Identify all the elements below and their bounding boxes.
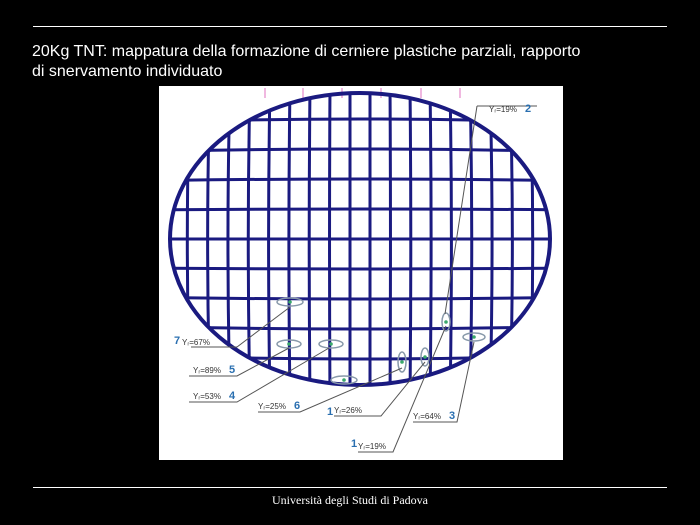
horizontal-stiffener bbox=[159, 119, 561, 122]
annotation-number: 7 bbox=[174, 335, 181, 347]
annotation-number: 1 bbox=[327, 406, 334, 418]
vertical-stiffener bbox=[309, 86, 310, 402]
annotation-6 bbox=[258, 400, 300, 412]
vertical-stiffener bbox=[510, 86, 512, 402]
annotation-number: 6 bbox=[294, 400, 301, 412]
annotation-7 bbox=[174, 335, 210, 347]
annotation-4 bbox=[193, 390, 236, 402]
hinge-dot bbox=[288, 300, 292, 304]
annotation-3 bbox=[413, 410, 455, 422]
annotation-number: 5 bbox=[229, 364, 236, 376]
vertical-stiffener bbox=[289, 86, 290, 402]
hinge-map-svg bbox=[159, 86, 563, 460]
annotation-2 bbox=[489, 103, 531, 115]
vertical-stiffener bbox=[208, 86, 210, 402]
annotation-ratio: Yᵣ=53% bbox=[193, 392, 221, 401]
annotation-5 bbox=[193, 364, 235, 376]
vertical-stiffener bbox=[530, 86, 533, 402]
annotation-ratio: Yᵣ=67% bbox=[182, 338, 210, 347]
horizontal-stiffener bbox=[159, 297, 561, 299]
vertical-stiffener bbox=[248, 86, 250, 402]
horizontal-stiffener bbox=[159, 356, 561, 359]
horizontal-stiffener bbox=[159, 149, 561, 151]
vertical-stiffener bbox=[269, 86, 270, 402]
plastic-hinge-diagram bbox=[159, 86, 563, 460]
stiffener-grid bbox=[159, 86, 561, 402]
bottom-divider bbox=[33, 487, 667, 488]
hinge-dot bbox=[329, 342, 333, 346]
annotation-ratio: Yᵣ=64% bbox=[413, 412, 441, 421]
vertical-stiffener bbox=[410, 86, 411, 402]
horizontal-stiffener bbox=[159, 268, 561, 269]
vertical-stiffener bbox=[450, 86, 451, 402]
annotation-ratio: Yᵣ=19% bbox=[489, 105, 517, 114]
annotation-ratio: Yᵣ=89% bbox=[193, 366, 221, 375]
vertical-stiffener bbox=[187, 86, 190, 402]
hinge-dot bbox=[423, 355, 427, 359]
hinge-dot bbox=[472, 335, 476, 339]
vertical-stiffener bbox=[430, 86, 431, 402]
annotation-number: 1 bbox=[351, 438, 358, 450]
annotation-number: 2 bbox=[525, 103, 532, 115]
annotation-1b bbox=[351, 438, 386, 451]
top-divider bbox=[33, 26, 667, 27]
horizontal-stiffener bbox=[159, 209, 561, 210]
annotation-ratio: Yᵣ=19% bbox=[358, 442, 386, 451]
horizontal-stiffener bbox=[159, 179, 561, 181]
annotation-number: 3 bbox=[449, 410, 456, 422]
annotation-number: 4 bbox=[229, 390, 236, 402]
hinge-dot bbox=[342, 378, 346, 382]
horizontal-stiffener bbox=[159, 327, 561, 329]
hinge-dot bbox=[444, 320, 448, 324]
slide-title: 20Kg TNT: mappatura della formazione di cerniere plastiche parziali, rapporto di snervamento individuato bbox=[32, 43, 581, 80]
annotation-ratio: Yᵣ=25% bbox=[258, 402, 286, 411]
hinge-dot bbox=[400, 360, 404, 364]
leader-lines bbox=[189, 106, 537, 452]
hinge-dot bbox=[287, 342, 291, 346]
footer-university: Università degli Studi di Padova bbox=[272, 493, 428, 507]
annotation-ratio: Yᵣ=26% bbox=[334, 406, 362, 415]
